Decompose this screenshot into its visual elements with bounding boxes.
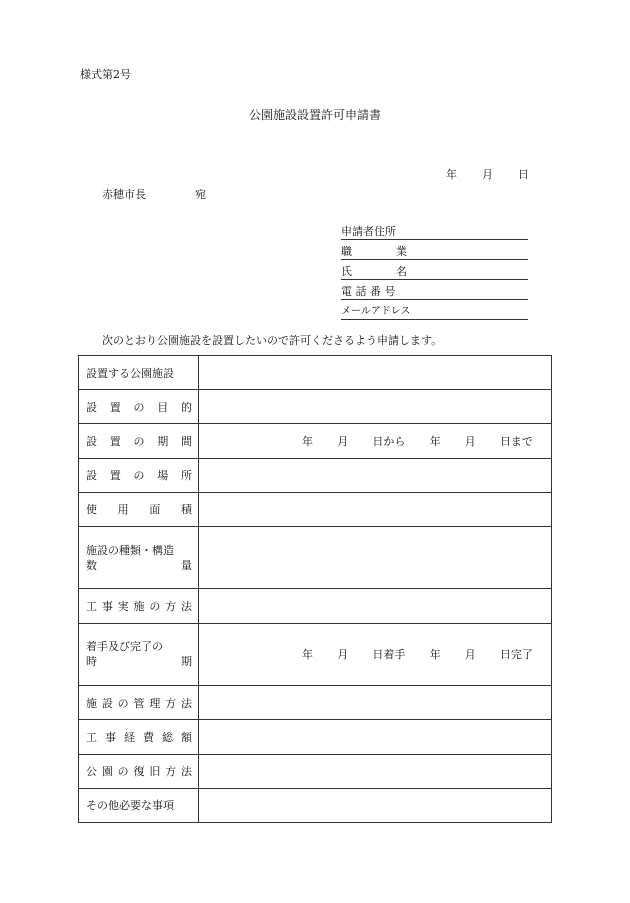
table-row: [79, 492, 552, 526]
end-year: 年: [429, 648, 441, 662]
application-form-table: [78, 355, 552, 823]
row-label-period: [79, 424, 199, 458]
label-char: 業: [396, 245, 407, 258]
label-char: 場: [157, 469, 169, 483]
table-row: [79, 356, 552, 390]
label-char: 面: [149, 503, 161, 517]
label-char: 旧: [149, 765, 161, 779]
table-row: [79, 788, 552, 822]
label-char: 方: [165, 600, 177, 614]
label-char: 法: [180, 696, 192, 710]
table-row: [79, 589, 552, 623]
label-char: の: [133, 469, 145, 483]
label-char: 実: [117, 600, 129, 614]
table-row: [79, 686, 552, 720]
request-statement: 次のとおり公園施設を設置したいので許可くださるよう申請します。: [102, 334, 443, 347]
applicant-phone-label: 電 話 番 号: [341, 285, 396, 298]
label-char: の: [133, 400, 145, 414]
row-label-cost: [79, 720, 199, 754]
period-start-day: 日から: [372, 435, 406, 449]
label-char: 方: [165, 696, 177, 710]
period-end-month: 月: [464, 435, 476, 449]
label-char: の: [117, 696, 129, 710]
label-char: 公: [86, 765, 97, 779]
table-row: [79, 720, 552, 754]
applicant-address-field[interactable]: [341, 225, 528, 240]
label-char: 経: [124, 730, 135, 744]
other-input-cell[interactable]: [199, 788, 552, 822]
label-char: の: [117, 765, 129, 779]
label-char: 使: [86, 503, 97, 517]
label-char: 積: [180, 503, 192, 517]
label-char: 目: [157, 400, 169, 414]
label-char: 間: [181, 435, 192, 449]
purpose-input-cell[interactable]: [199, 390, 552, 424]
cost-input-cell[interactable]: [199, 720, 552, 754]
applicant-occupation-field[interactable]: [341, 245, 528, 260]
applicant-address-label: 申請者住所: [341, 225, 396, 238]
row-label-facility: 設置する公園施設: [79, 356, 199, 390]
table-row: [79, 527, 552, 589]
label-char: 期: [181, 655, 192, 669]
table-row: [79, 390, 552, 424]
label-char: 管: [133, 696, 145, 710]
end-month: 月: [464, 648, 476, 662]
label-char: 額: [181, 730, 192, 744]
restore-input-cell[interactable]: [199, 754, 552, 788]
table-row: [79, 754, 552, 788]
row-label-area: [79, 492, 199, 526]
label-char: 法: [180, 765, 192, 779]
applicant-name-label: [341, 265, 407, 279]
schedule-input-cell[interactable]: [199, 623, 552, 685]
place-input-cell[interactable]: [199, 458, 552, 492]
label-char: 職: [341, 245, 352, 258]
label-char: 数: [86, 558, 97, 572]
row-label-other: その他必要な事項: [79, 788, 199, 822]
addressee: 赤穂市長: [102, 188, 146, 201]
row-label-restore: [79, 754, 199, 788]
label-char: 所: [181, 469, 192, 483]
form-number: 様式第2号: [80, 68, 131, 81]
label-char: 設: [86, 435, 97, 449]
label-line: 着手及び完了の: [86, 640, 163, 654]
label-char: 名: [396, 265, 407, 278]
label-line: 施設の種類・構造: [86, 543, 174, 557]
label-char: 設: [101, 696, 113, 710]
label-char: 氏: [341, 265, 352, 278]
label-char: 設: [86, 400, 97, 414]
table-row: [79, 623, 552, 685]
label-char: の: [149, 600, 161, 614]
table-row: [79, 424, 552, 458]
label-char: 的: [181, 400, 192, 414]
label-char: 費: [143, 730, 154, 744]
applicant-name-field[interactable]: [341, 265, 528, 280]
applicant-occupation-label: [341, 245, 407, 259]
row-label-method: [79, 589, 199, 623]
label-char: 期: [157, 435, 169, 449]
label-char: 用: [117, 503, 129, 517]
start-month: 月: [337, 648, 349, 662]
structure-input-cell[interactable]: [199, 527, 552, 589]
label-char: 理: [149, 696, 161, 710]
label-char: 事: [101, 600, 113, 614]
row-label-place: [79, 458, 199, 492]
label-char: の: [133, 435, 145, 449]
period-start-year: 年: [302, 435, 313, 449]
label-char: 施: [133, 600, 145, 614]
label-char: 設: [86, 469, 97, 483]
period-input-cell[interactable]: [199, 424, 552, 458]
row-label-structure: [79, 527, 199, 589]
label-char: 置: [109, 469, 121, 483]
date-day: 日: [518, 168, 529, 181]
addressee-suffix: 宛: [195, 188, 206, 201]
label-char: 復: [133, 765, 145, 779]
document-title: 公園施設設置許可申請書: [248, 108, 381, 122]
table-row: [79, 458, 552, 492]
facility-input-cell[interactable]: [199, 356, 552, 390]
label-char: 総: [162, 730, 173, 744]
start-day: 日着手: [372, 648, 406, 662]
label-char: 時: [86, 655, 97, 669]
applicant-email-field[interactable]: [341, 305, 528, 320]
period-end-day: 日まで: [499, 435, 533, 449]
label-char: 工: [86, 730, 97, 744]
row-label-schedule: [79, 623, 199, 685]
label-char: 園: [101, 765, 113, 779]
applicant-phone-field[interactable]: [341, 285, 528, 300]
label-char: 置: [109, 400, 121, 414]
label-char: 置: [109, 435, 121, 449]
area-input-cell[interactable]: [199, 492, 552, 526]
label-char: 施: [86, 696, 97, 710]
label-char: 工: [86, 600, 97, 614]
start-year: 年: [302, 648, 313, 662]
method-input-cell[interactable]: [199, 589, 552, 623]
row-label-management: [79, 686, 199, 720]
applicant-email-label: メールアドレス: [341, 306, 411, 317]
label-char: 事: [105, 730, 116, 744]
end-day: 日完了: [499, 648, 533, 662]
date-month: 月: [482, 168, 493, 181]
label-char: 方: [165, 765, 177, 779]
label-char: 法: [180, 600, 192, 614]
period-end-year: 年: [429, 435, 441, 449]
management-input-cell[interactable]: [199, 686, 552, 720]
date-year: 年: [446, 168, 457, 181]
period-start-month: 月: [337, 435, 349, 449]
label-char: 量: [181, 558, 192, 572]
row-label-purpose: [79, 390, 199, 424]
